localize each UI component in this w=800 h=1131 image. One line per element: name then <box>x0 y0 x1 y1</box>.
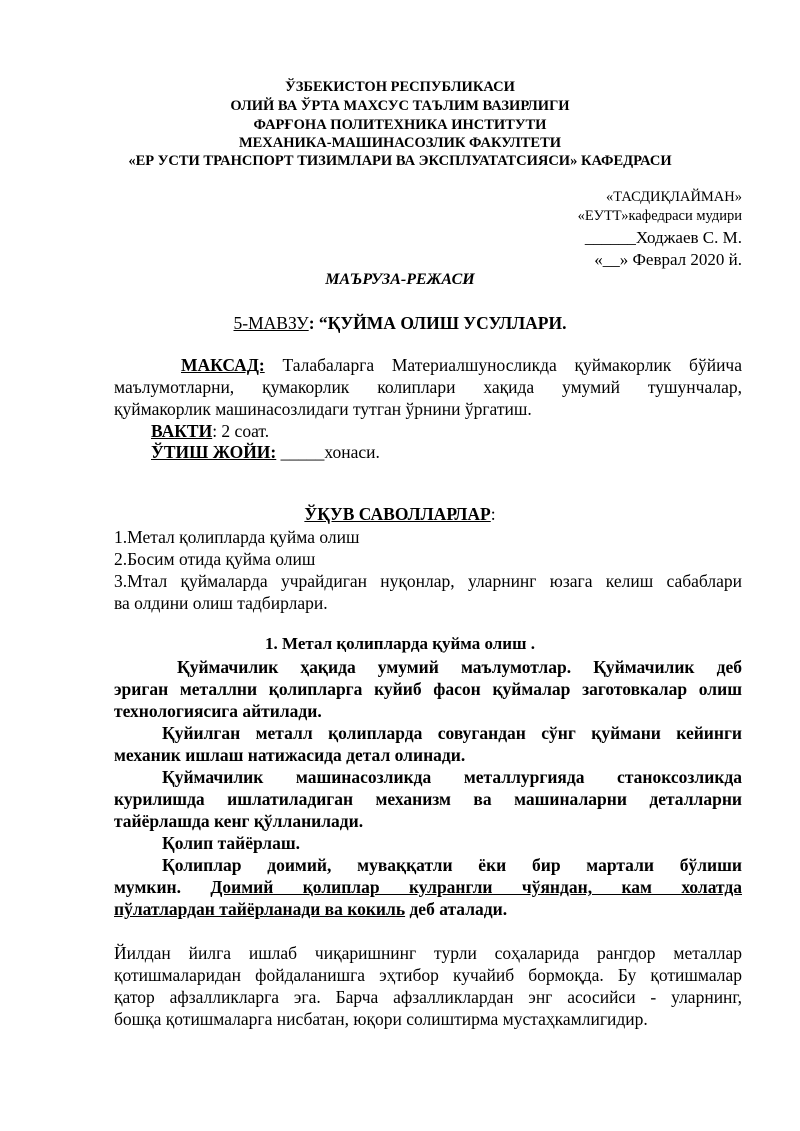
section-1-p1b: эриган металлни қолипларга куйиб фасон қуймалар заготовкалар олиш <box>114 679 742 699</box>
section-1-p2b: механик ишлаш натижасида детал олинади. <box>114 745 466 765</box>
goal-text-1: Талабаларга Материалшуносликда қуймакорлик бўйича <box>282 355 742 375</box>
section-1-p3b: курилишда ишлатиладиган механизм ва машиналарни деталларни <box>114 789 742 809</box>
goal-line-2: маълумотларни, қумакорлик колиплари хақида умумий тушунчалар, <box>114 377 742 397</box>
section-1-p5c <box>114 898 507 920</box>
closing-line-4: бошқа қотишмаларга нисбатан, юқори солиштирма мустаҳкамлигидир. <box>114 1009 648 1029</box>
document-title: МАЪРУЗА-РЕЖАСИ <box>325 271 475 288</box>
place-line <box>151 441 380 463</box>
approval-date: «__» Феврал 2020 й. <box>594 250 742 269</box>
question-1: 1.Метал қолипларда қуйма олиш <box>114 527 360 547</box>
header-department: «ЕР УСТИ ТРАНСПОРТ ТИЗИМЛАРИ ВА ЭКСПЛУАТАТСИЯСИ» КАФЕДРАСИ <box>128 153 672 169</box>
section-1-p5a: Қолиплар доимий, муваққатли ёки бир мартали бўлиши <box>162 855 742 875</box>
topic-title: : “ҚУЙМА ОЛИШ УСУЛЛАРИ. <box>308 313 567 333</box>
topic-number: 5-МАВЗУ <box>233 313 309 333</box>
section-1-p5b-start: мумкин. <box>114 877 181 897</box>
goal-line-3: қуймакорлик машинасозлидаги тутган ўрнини ўргатиш. <box>114 399 532 419</box>
closing-line-1: Йилдан йилга ишлаб чиқаришнинг турли соҳаларида рангдор металлар <box>114 943 742 963</box>
section-1-p1c: технологиясига айтилади. <box>114 701 322 721</box>
questions-heading-colon: : <box>490 504 496 524</box>
section-1-p1a: Қуймачилик ҳақида умумий маълумотлар. Қуймачилик деб <box>177 657 742 677</box>
section-1-p4: Қолип тайёрлаш. <box>162 833 300 853</box>
header-institute: ФАРҒОНА ПОЛИТЕХНИКА ИНСТИТУТИ <box>253 117 547 133</box>
approval-dept-head: «ЕУТТ»кафедраси мудири <box>577 208 742 224</box>
goal-line-1 <box>181 354 742 376</box>
header-ministry: ОЛИЙ ВА ЎРТА МАХСУС ТАЪЛИМ ВАЗИРЛИГИ <box>230 98 570 114</box>
section-1-p2a: Қуйилган металл қолипларда совугандан сўнг қуймани кейинги <box>162 723 742 743</box>
questions-heading-text: ЎҚУВ САВОЛЛАРЛАР <box>304 504 491 524</box>
place-label: ЎТИШ ЖОЙИ: <box>151 442 277 462</box>
topic-line <box>0 313 800 334</box>
approval-signature: ______Ходжаев С. М. <box>584 228 742 247</box>
question-3b: ва олдини олиш тадбирлари. <box>114 593 328 613</box>
section-1-heading: 1. Метал қолипларда қуйма олиш . <box>265 634 535 653</box>
closing-line-2: қотишмаларидан фойдаланишга эҳтибор кучайиб бормоқда. Бу қотишмалар <box>114 965 742 985</box>
section-1-p5b <box>114 876 742 898</box>
section-1-p3a: Қуймачилик машинасозликда металлургияда станоксозликда <box>162 767 742 787</box>
approval-label: «ТАСДИҚЛАЙМАН» <box>606 189 742 205</box>
section-1-p5c-underlined: пўлатлардан тайёрланади ва кокиль <box>114 899 406 919</box>
header-faculty: МЕХАНИКА-МАШИНАСОЗЛИК ФАКУЛТЕТИ <box>238 135 562 151</box>
goal-label: МАКСАД: <box>181 355 265 375</box>
section-1-p5c-end: деб аталади. <box>405 899 508 919</box>
header-country: ЎЗБЕКИСТОН РЕСПУБЛИКАСИ <box>285 79 515 95</box>
question-2: 2.Босим отида қуйма олиш <box>114 549 316 569</box>
time-line <box>151 420 269 442</box>
section-1-p5b-underlined: Доимий қолиплар кулрангли чўяндан, кам холатда <box>210 877 743 897</box>
question-3a: 3.Мтал қуймаларда учрайдиган нуқонлар, уларнинг юзага келиш сабаблари <box>114 571 742 591</box>
place-value: _____хонаси. <box>276 442 380 462</box>
questions-heading <box>0 504 800 525</box>
time-label: ВАКТИ <box>151 421 213 441</box>
section-1-p3c: тайёрлашда кенг қўлланилади. <box>114 811 364 831</box>
time-value: : 2 соат. <box>212 421 270 441</box>
closing-line-3: қатор афзалликларга эга. Барча афзалликлардан энг асосийси - уларнинг, <box>114 987 742 1007</box>
